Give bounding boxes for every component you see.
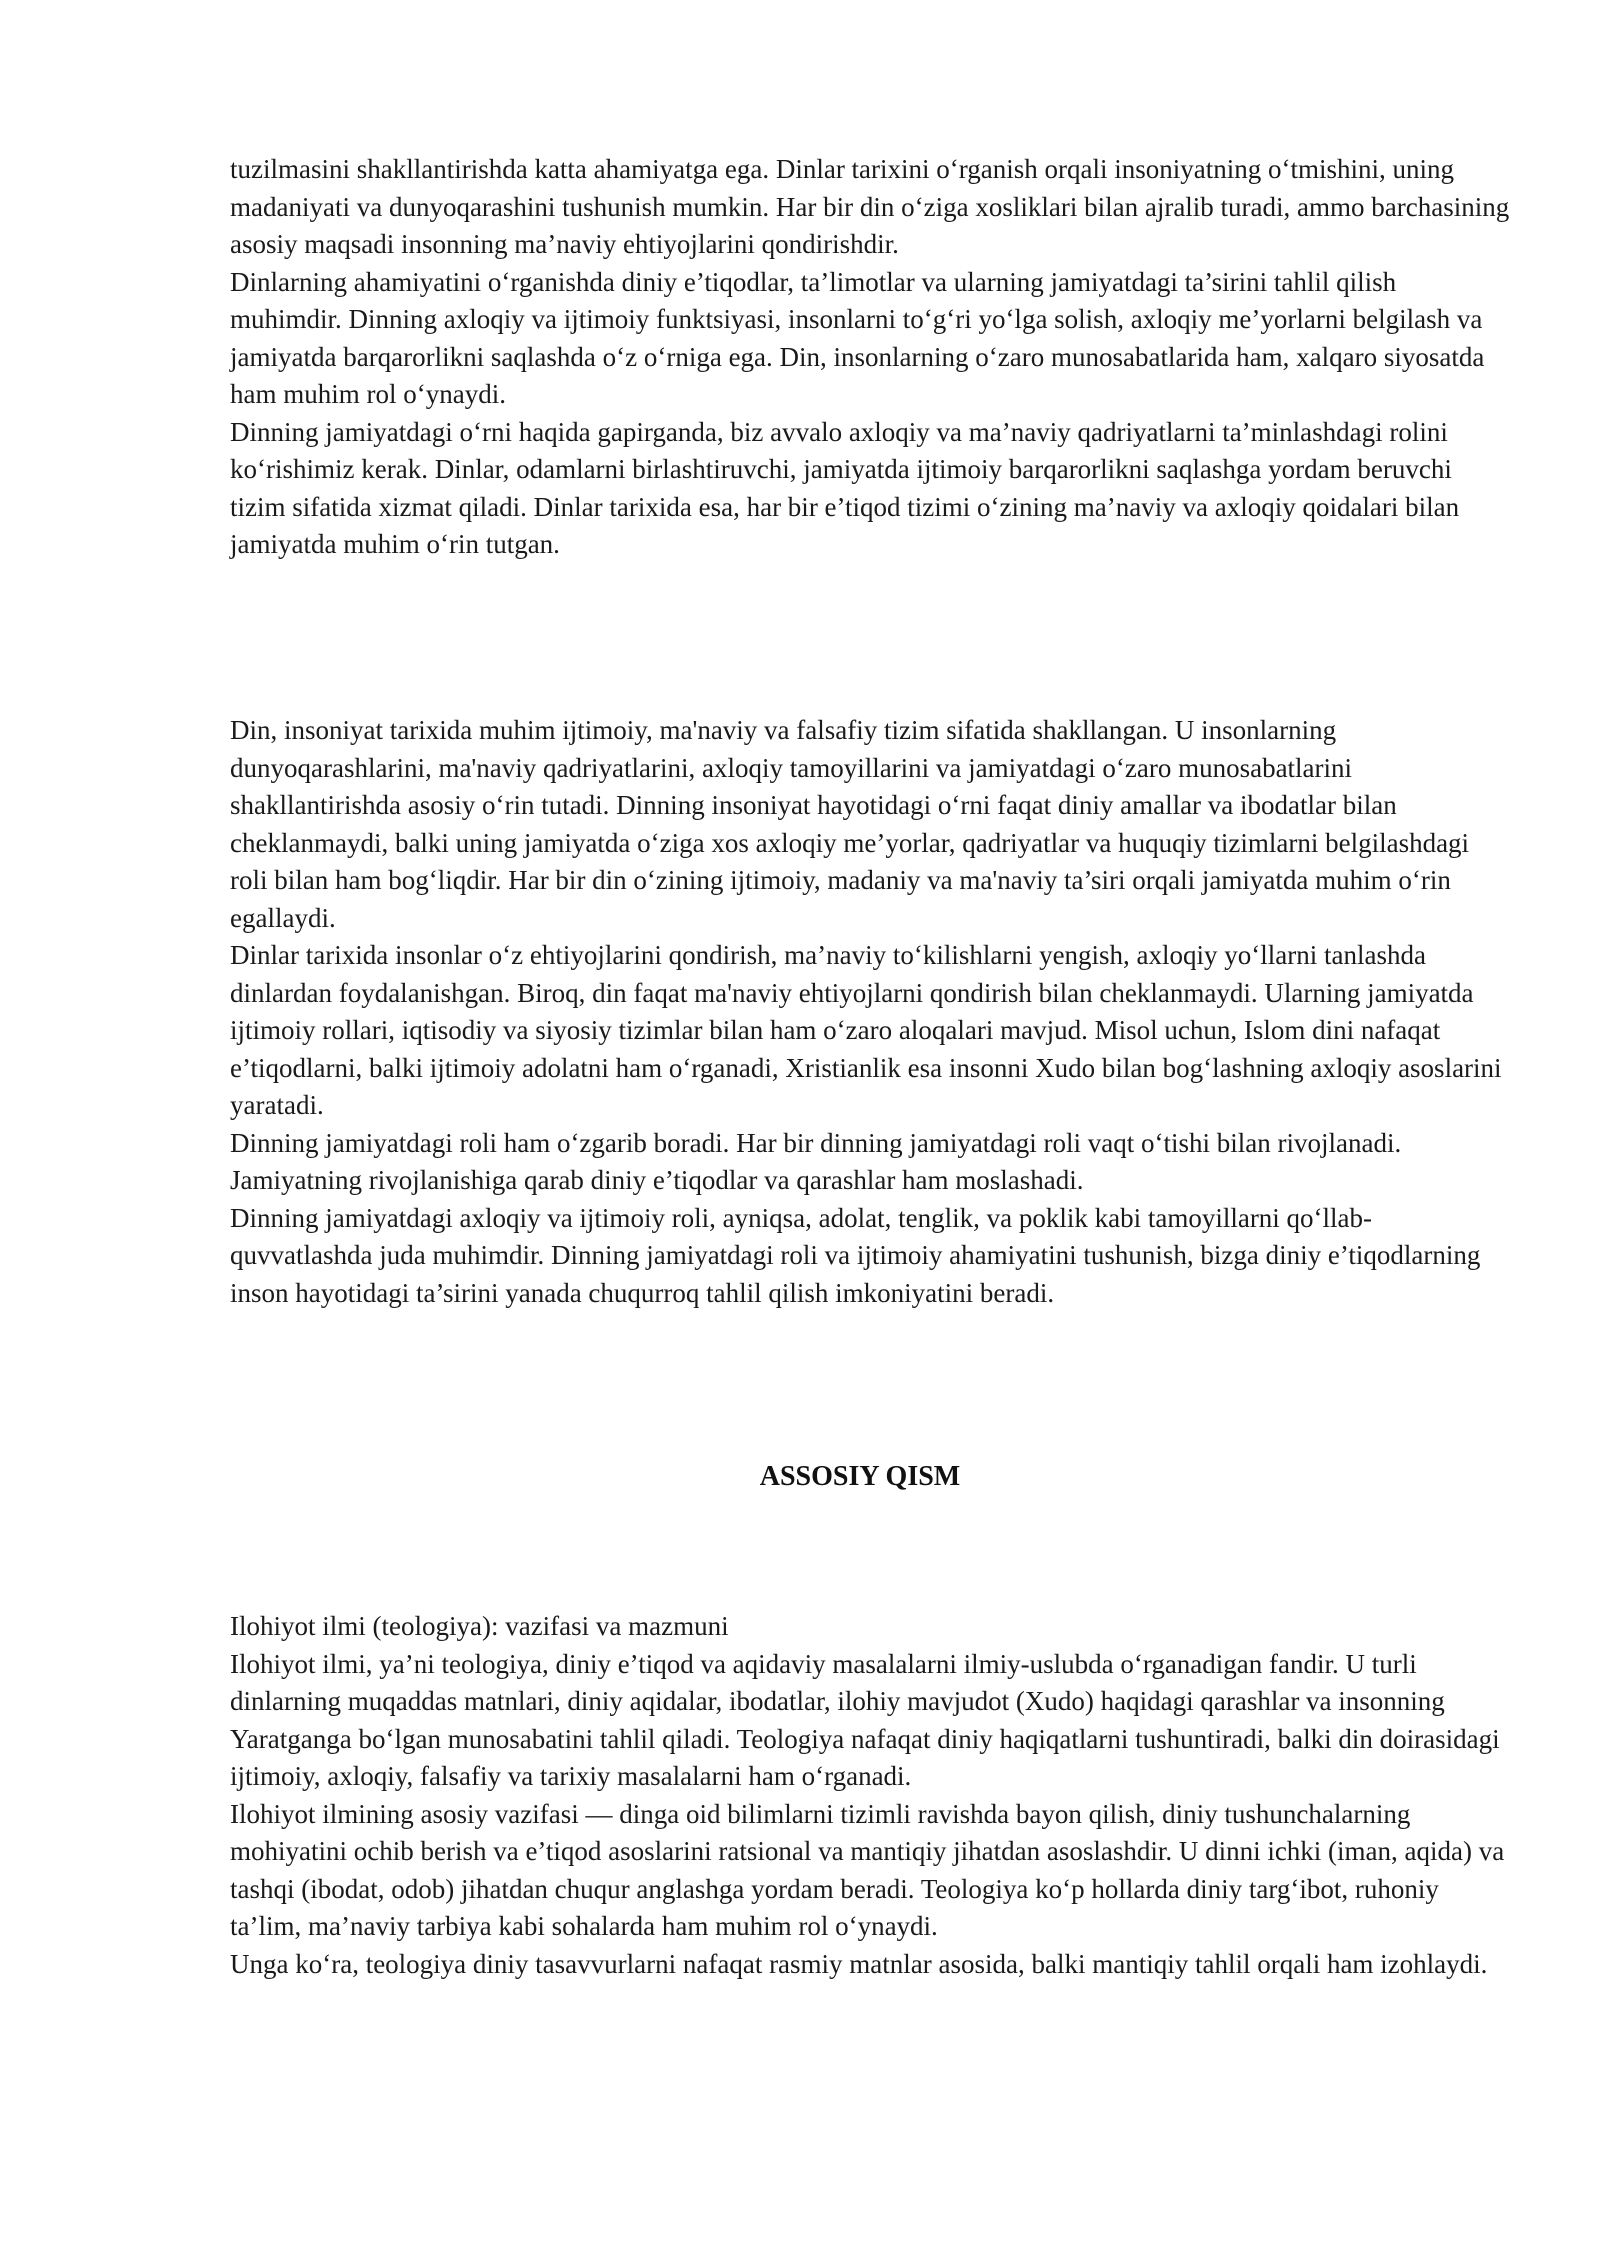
paragraph: Dinning jamiyatdagi axloqiy va ijtimoiy roli, ayniqsa, adolat, tenglik, va poklik kabi tamoyillarni qo‘llab-quvvatlashda juda muhimdir. Dinning jamiyatdagi roli va ijtimoiy ahamiyatini tushunish, bizga diniy e’tiqodlarning inson hayotidagi ta’sirini yanada chuqurroq tahlil qilish imkoniyatini beradi. — [230, 1202, 1481, 1308]
paragraph: Unga ko‘ra, teologiya diniy tasavvurlarni nafaqat rasmiy matnlar asosida, balki mantiqiy tahlil orqali ham izohlaydi. — [230, 1948, 1488, 1979]
paragraph: Dinlarning ahamiyatini o‘rganishda diniy e’tiqodlar, ta’limotlar va ularning jamiyatdagi ta’sirini tahlil qilish muhimdir. Dinning axloqiy va ijtimoiy funktsiyasi, insonlarni to‘g‘ri yo‘lga solish, axloqiy me’yorlarni belgilash va jamiyatda barqarorlikni saqlashda o‘z o‘rniga ega. Din, insonlarning o‘zaro munosabatlarida ham, xalqaro siyosatda ham muhim rol o‘ynaydi. — [230, 266, 1485, 409]
paragraph: Dinlar tarixida insonlar o‘z ehtiyojlarini qondirish, ma’naviy to‘kilishlarni yengish, axloqiy yo‘llarni tanlashda dinlardan foydalanishgan. Biroq, din faqat ma'naviy ehtiyojlarni qondirish bilan cheklanmaydi. Ularning jamiyatda ijtimoiy rollari, iqtisodiy va siyosiy tizimlar bilan ham o‘zaro aloqalari mavjud. Misol uchun, Islom dini nafaqat e’tiqodlarni, balki ijtimoiy adolatni ham o‘rganadi, Xristianlik esa insonni Xudo bilan bog‘lashning axloqiy asoslarini yaratadi. — [230, 940, 1502, 1120]
theology-section — [230, 1608, 1510, 1983]
paragraph: tuzilmasini shakllantirishda katta ahamiyatga ega. Dinlar tarixini o‘rganish orqali insoniyatning o‘tmishini, uning madaniyati va dunyoqarashini tushunish mumkin. Har bir din o‘ziga xosliklari bilan ajralib turadi, ammo barchasining asosiy maqsadi insonning ma’naviy ehtiyojlarini qondirishdir. — [230, 154, 1510, 259]
religion-role-section — [230, 712, 1510, 1312]
paragraph: Dinning jamiyatdagi roli ham o‘zgarib boradi. Har bir dinning jamiyatdagi roli vaqt o‘tishi bilan rivojlanadi. Jamiyatning rivojlanishiga qarab diniy e’tiqodlar va qarashlar ham moslashadi. — [230, 1127, 1402, 1195]
section-subtitle: Ilohiyot ilmi (teologiya): vazifasi va mazmuni — [230, 1611, 729, 1641]
main-section-heading: ASSOSIY QISM — [759, 1461, 961, 1492]
paragraph: Ilohiyot ilmi, ya’ni teologiya, diniy e’tiqod va aqidaviy masalalarni ilmiy-uslubda o‘rganadigan fandir. U turli dinlarning muqaddas matnlari, diniy aqidalar, ibodatlar, ilohiy mavjudot (Xudo) haqidagi qarashlar va insonning Yaratganga bo‘lgan munosabatini tahlil qiladi. Teologiya nafaqat diniy haqiqatlarni tushuntiradi, balki din doirasidagi ijtimoiy, axloqiy, falsafiy va tarixiy masalalarni ham o‘rganadi. — [230, 1648, 1500, 1791]
paragraph: Ilohiyot ilmining asosiy vazifasi — dinga oid bilimlarni tizimli ravishda bayon qilish, diniy tushunchalarning mohiyatini ochib berish va e’tiqod asoslarini ratsional va mantiqiy jihatdan asoslashdir. U dinni ichki (iman, aqida) va tashqi (ibodat, odob) jihatdan chuqur anglashga yordam beradi. Teologiya ko‘p hollarda diniy targ‘ibot, ruhoniy ta’lim, ma’naviy tarbiya kabi sohalarda ham muhim rol o‘ynaydi. — [230, 1798, 1505, 1941]
intro-section — [230, 151, 1510, 564]
paragraph: Din, insoniyat tarixida muhim ijtimoiy, ma'naviy va falsafiy tizim sifatida shakllangan. U insonlarning dunyoqarashlarini, ma'naviy qadriyatlarini, axloqiy tamoyillarini va jamiyatdagi o‘zaro munosabatlarini shakllantirishda asosiy o‘rin tutadi. Dinning insoniyat hayotidagi o‘rni faqat diniy amallar va ibodatlar bilan cheklanmaydi, balki uning jamiyatda o‘ziga xos axloqiy me’yorlar, qadriyatlar va huquqiy tizimlarni belgilashdagi roli bilan ham bog‘liqdir. Har bir din o‘zining ijtimoiy, madaniy va ma'naviy ta’siri orqali jamiyatda muhim o‘rin egallaydi. — [230, 715, 1470, 933]
paragraph: Dinning jamiyatdagi o‘rni haqida gapirganda, biz avvalo axloqiy va ma’naviy qadriyatlarni ta’minlashdagi rolini ko‘rishimiz kerak. Dinlar, odamlarni birlashtiruvchi, jamiyatda ijtimoiy barqarorlikni saqlashga yordam beruvchi tizim sifatida xizmat qiladi. Dinlar tarixida esa, har bir e’tiqod tizimi o‘zining ma’naviy va axloqiy qoidalari bilan jamiyatda muhim o‘rin tutgan. — [230, 416, 1460, 559]
